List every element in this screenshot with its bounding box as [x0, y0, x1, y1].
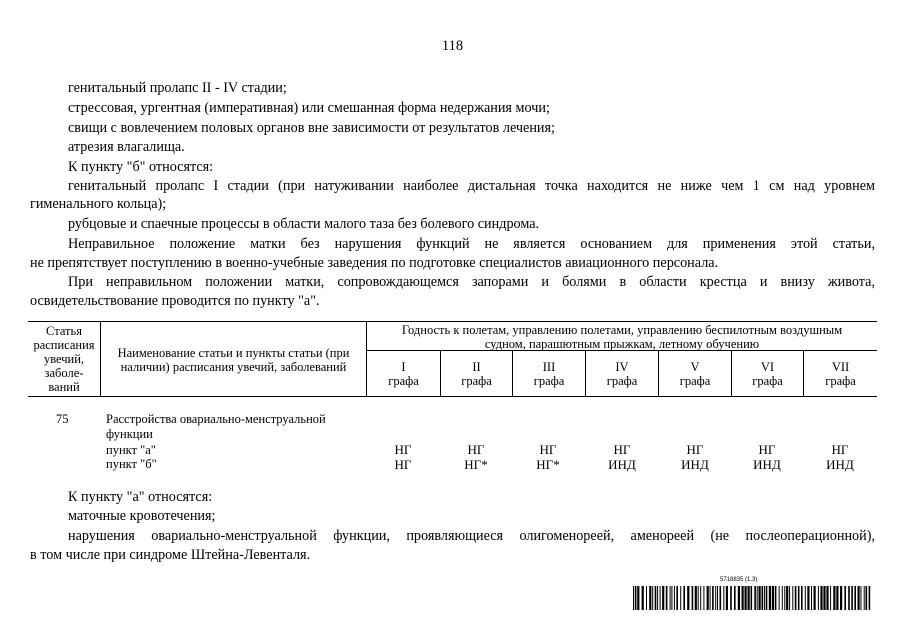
table-top-border: [28, 321, 877, 322]
barcode-stripe: [854, 586, 856, 610]
barcode-stripe: [695, 586, 697, 610]
point-b-label: пункт "б": [106, 457, 157, 471]
column-header-iii: III графа: [533, 360, 565, 388]
article-name: функции: [106, 427, 153, 441]
paragraph-line: не препятствует поступлению в военно-учебные заведения по подготовке специалистов авиационного персонала.: [30, 255, 719, 271]
barcode-stripe: [795, 586, 797, 610]
barcode-stripe: [798, 586, 800, 610]
text-line: рубцовые и спаечные процессы в области малого таза без болевого синдрома.: [68, 216, 540, 232]
barcode-stripe: [655, 586, 657, 610]
barcode-stripe: [844, 586, 846, 610]
barcode-stripe: [861, 586, 862, 610]
barcode-stripe: [726, 586, 728, 610]
barcode-stripe: [670, 586, 671, 610]
barcode-stripe: [836, 586, 838, 610]
barcode-stripe: [830, 586, 831, 610]
barcode-stripe: [738, 586, 740, 610]
barcode-stripe: [764, 586, 765, 610]
barcode-stripe: [666, 586, 668, 610]
barcode-stripe: [782, 586, 783, 610]
article-name: Расстройства овариально-менструальной: [106, 412, 326, 426]
text-line: свищи с вовлечением половых органов вне зависимости от результатов лечения;: [68, 120, 555, 136]
paragraph-line: При неправильном положении матки, сопровождающемся запорами и болями в области крестца и внизу живота,: [68, 274, 875, 290]
barcode-stripe: [864, 586, 865, 610]
point-a-label: пункт "а": [106, 443, 156, 457]
barcode-stripe: [717, 586, 718, 610]
barcode-stripe: [779, 586, 780, 610]
value-a-vii: НГ: [831, 442, 849, 457]
barcode-stripe: [652, 586, 653, 610]
value-b-i: НГ: [394, 457, 412, 472]
barcode-stripe: [751, 586, 753, 610]
barcode-stripe: [858, 586, 860, 610]
barcode-stripe: [680, 586, 681, 610]
page-number: 118: [441, 38, 464, 54]
barcode-stripe: [784, 586, 785, 610]
value-b-ii: НГ*: [464, 457, 488, 472]
barcode-stripe: [660, 586, 661, 610]
barcode-stripe: [635, 586, 637, 610]
barcode-stripe: [757, 586, 758, 610]
text-line: К пункту "б" относятся:: [68, 159, 214, 175]
value-a-iii: НГ: [539, 442, 557, 457]
barcode-stripe: [633, 586, 634, 610]
column-header-i: I графа: [388, 360, 419, 388]
fitness-column-header: Годность к полетам, управлению полетами, управлению беспилотным воздушным судном, парашютным прыжкам, летному обучению: [401, 323, 843, 351]
paragraph-line: Неправильное положение матки без нарушения функций не является основанием для применения этой статьи,: [68, 236, 875, 252]
column-header-v: V графа: [679, 360, 711, 388]
value-a-i: НГ: [394, 442, 412, 457]
barcode-stripe: [786, 586, 788, 610]
value-b-vii: ИНД: [826, 457, 854, 472]
barcode-stripe: [811, 586, 812, 610]
barcode-stripe: [671, 586, 672, 610]
column-header-iv: IV графа: [606, 360, 638, 388]
barcode-stripe: [851, 586, 853, 610]
paragraph-line: освидетельствование проводится по пункту "а".: [30, 293, 320, 309]
barcode-stripe: [792, 586, 793, 610]
barcode-stripe: [840, 586, 842, 610]
column-header-vi: VI графа: [752, 360, 783, 388]
barcode-stripe: [649, 586, 651, 610]
barcode-stripe: [869, 586, 871, 610]
barcode-stripe: [703, 586, 704, 610]
value-a-v: НГ: [686, 442, 704, 457]
value-b-iv: ИНД: [608, 457, 636, 472]
barcode-stripe: [683, 586, 685, 610]
text-line: маточные кровотечения;: [68, 508, 216, 524]
barcode-stripe: [662, 586, 664, 610]
barcode-stripe: [646, 586, 647, 610]
barcode-stripe: [748, 586, 750, 610]
barcode-stripe: [754, 586, 756, 610]
barcode-stripe: [742, 586, 744, 610]
barcode-stripe: [823, 586, 825, 610]
barcode-stripe: [723, 586, 724, 610]
paragraph-line: генитальный пролапс I стадии (при натуживании наиболее дистальная точка находится не ниже чем 1 см над уровнем: [68, 178, 875, 194]
barcode-stripe: [801, 586, 803, 610]
barcode-stripe: [759, 586, 761, 610]
barcode-stripe: [789, 586, 790, 610]
barcode-stripe: [745, 586, 747, 610]
barcode-stripe: [818, 586, 819, 610]
barcode-stripe: [775, 586, 777, 610]
paragraph-line: нарушения овариально-менструальной функции, проявляющиеся олигоменореей, аменореей (не послеоперационной),: [68, 528, 875, 544]
column-header-vii: VII графа: [825, 360, 856, 388]
text-line: атрезия влагалища.: [68, 139, 185, 155]
value-b-iii: НГ*: [536, 457, 560, 472]
barcode-stripe: [676, 586, 678, 610]
barcode-stripe: [637, 586, 639, 610]
article-number: 75: [56, 412, 69, 426]
barcode-stripe: [687, 586, 689, 610]
value-a-vi: НГ: [758, 442, 776, 457]
barcode-stripe: [712, 586, 714, 610]
barcode-stripe: [657, 586, 658, 610]
column-header-ii: II графа: [461, 360, 492, 388]
barcode-stripe: [715, 586, 716, 610]
barcode-stripe: [826, 586, 828, 610]
barcode-stripe: [805, 586, 806, 610]
barcode-stripe: [700, 586, 701, 610]
barcode-stripe: [866, 586, 868, 610]
barcode-stripe: [642, 586, 644, 610]
paragraph-line: гименального кольца);: [30, 196, 167, 212]
barcode-stripe: [720, 586, 722, 610]
barcode: [633, 586, 871, 610]
barcode-stripe: [762, 586, 764, 610]
barcode-stripe: [820, 586, 822, 610]
value-a-ii: НГ: [467, 442, 485, 457]
text-line: К пункту "а" относятся:: [68, 489, 213, 505]
value-b-v: ИНД: [681, 457, 709, 472]
table-header-bottom-border: [28, 396, 877, 397]
document-code: 5718835 (1.3): [720, 577, 758, 583]
barcode-stripe: [766, 586, 768, 610]
barcode-stripe: [772, 586, 774, 610]
text-line: генитальный пролапс II - IV стадии;: [68, 80, 287, 96]
barcode-stripe: [807, 586, 809, 610]
name-column-header: Наименование статьи и пункты статьи (при наличии) расписания увечий, заболеваний: [117, 346, 350, 374]
barcode-stripe: [833, 586, 835, 610]
barcode-stripe: [814, 586, 816, 610]
barcode-stripe: [734, 586, 736, 610]
value-b-vi: ИНД: [753, 457, 781, 472]
barcode-stripe: [692, 586, 694, 610]
barcode-stripe: [730, 586, 732, 610]
barcode-stripe: [698, 586, 699, 610]
barcode-stripe: [710, 586, 711, 610]
barcode-stripe: [848, 586, 850, 610]
barcode-stripe: [707, 586, 709, 610]
barcode-stripe: [674, 586, 675, 610]
text-line: стрессовая, ургентная (императивная) или смешанная форма недержания мочи;: [68, 100, 550, 116]
paragraph-line: в том числе при синдроме Штейна-Левенталя.: [30, 547, 311, 563]
article-column-header: Статья расписания увечий, заболе- ваний: [33, 324, 95, 394]
barcode-stripe: [769, 586, 771, 610]
value-a-iv: НГ: [613, 442, 631, 457]
